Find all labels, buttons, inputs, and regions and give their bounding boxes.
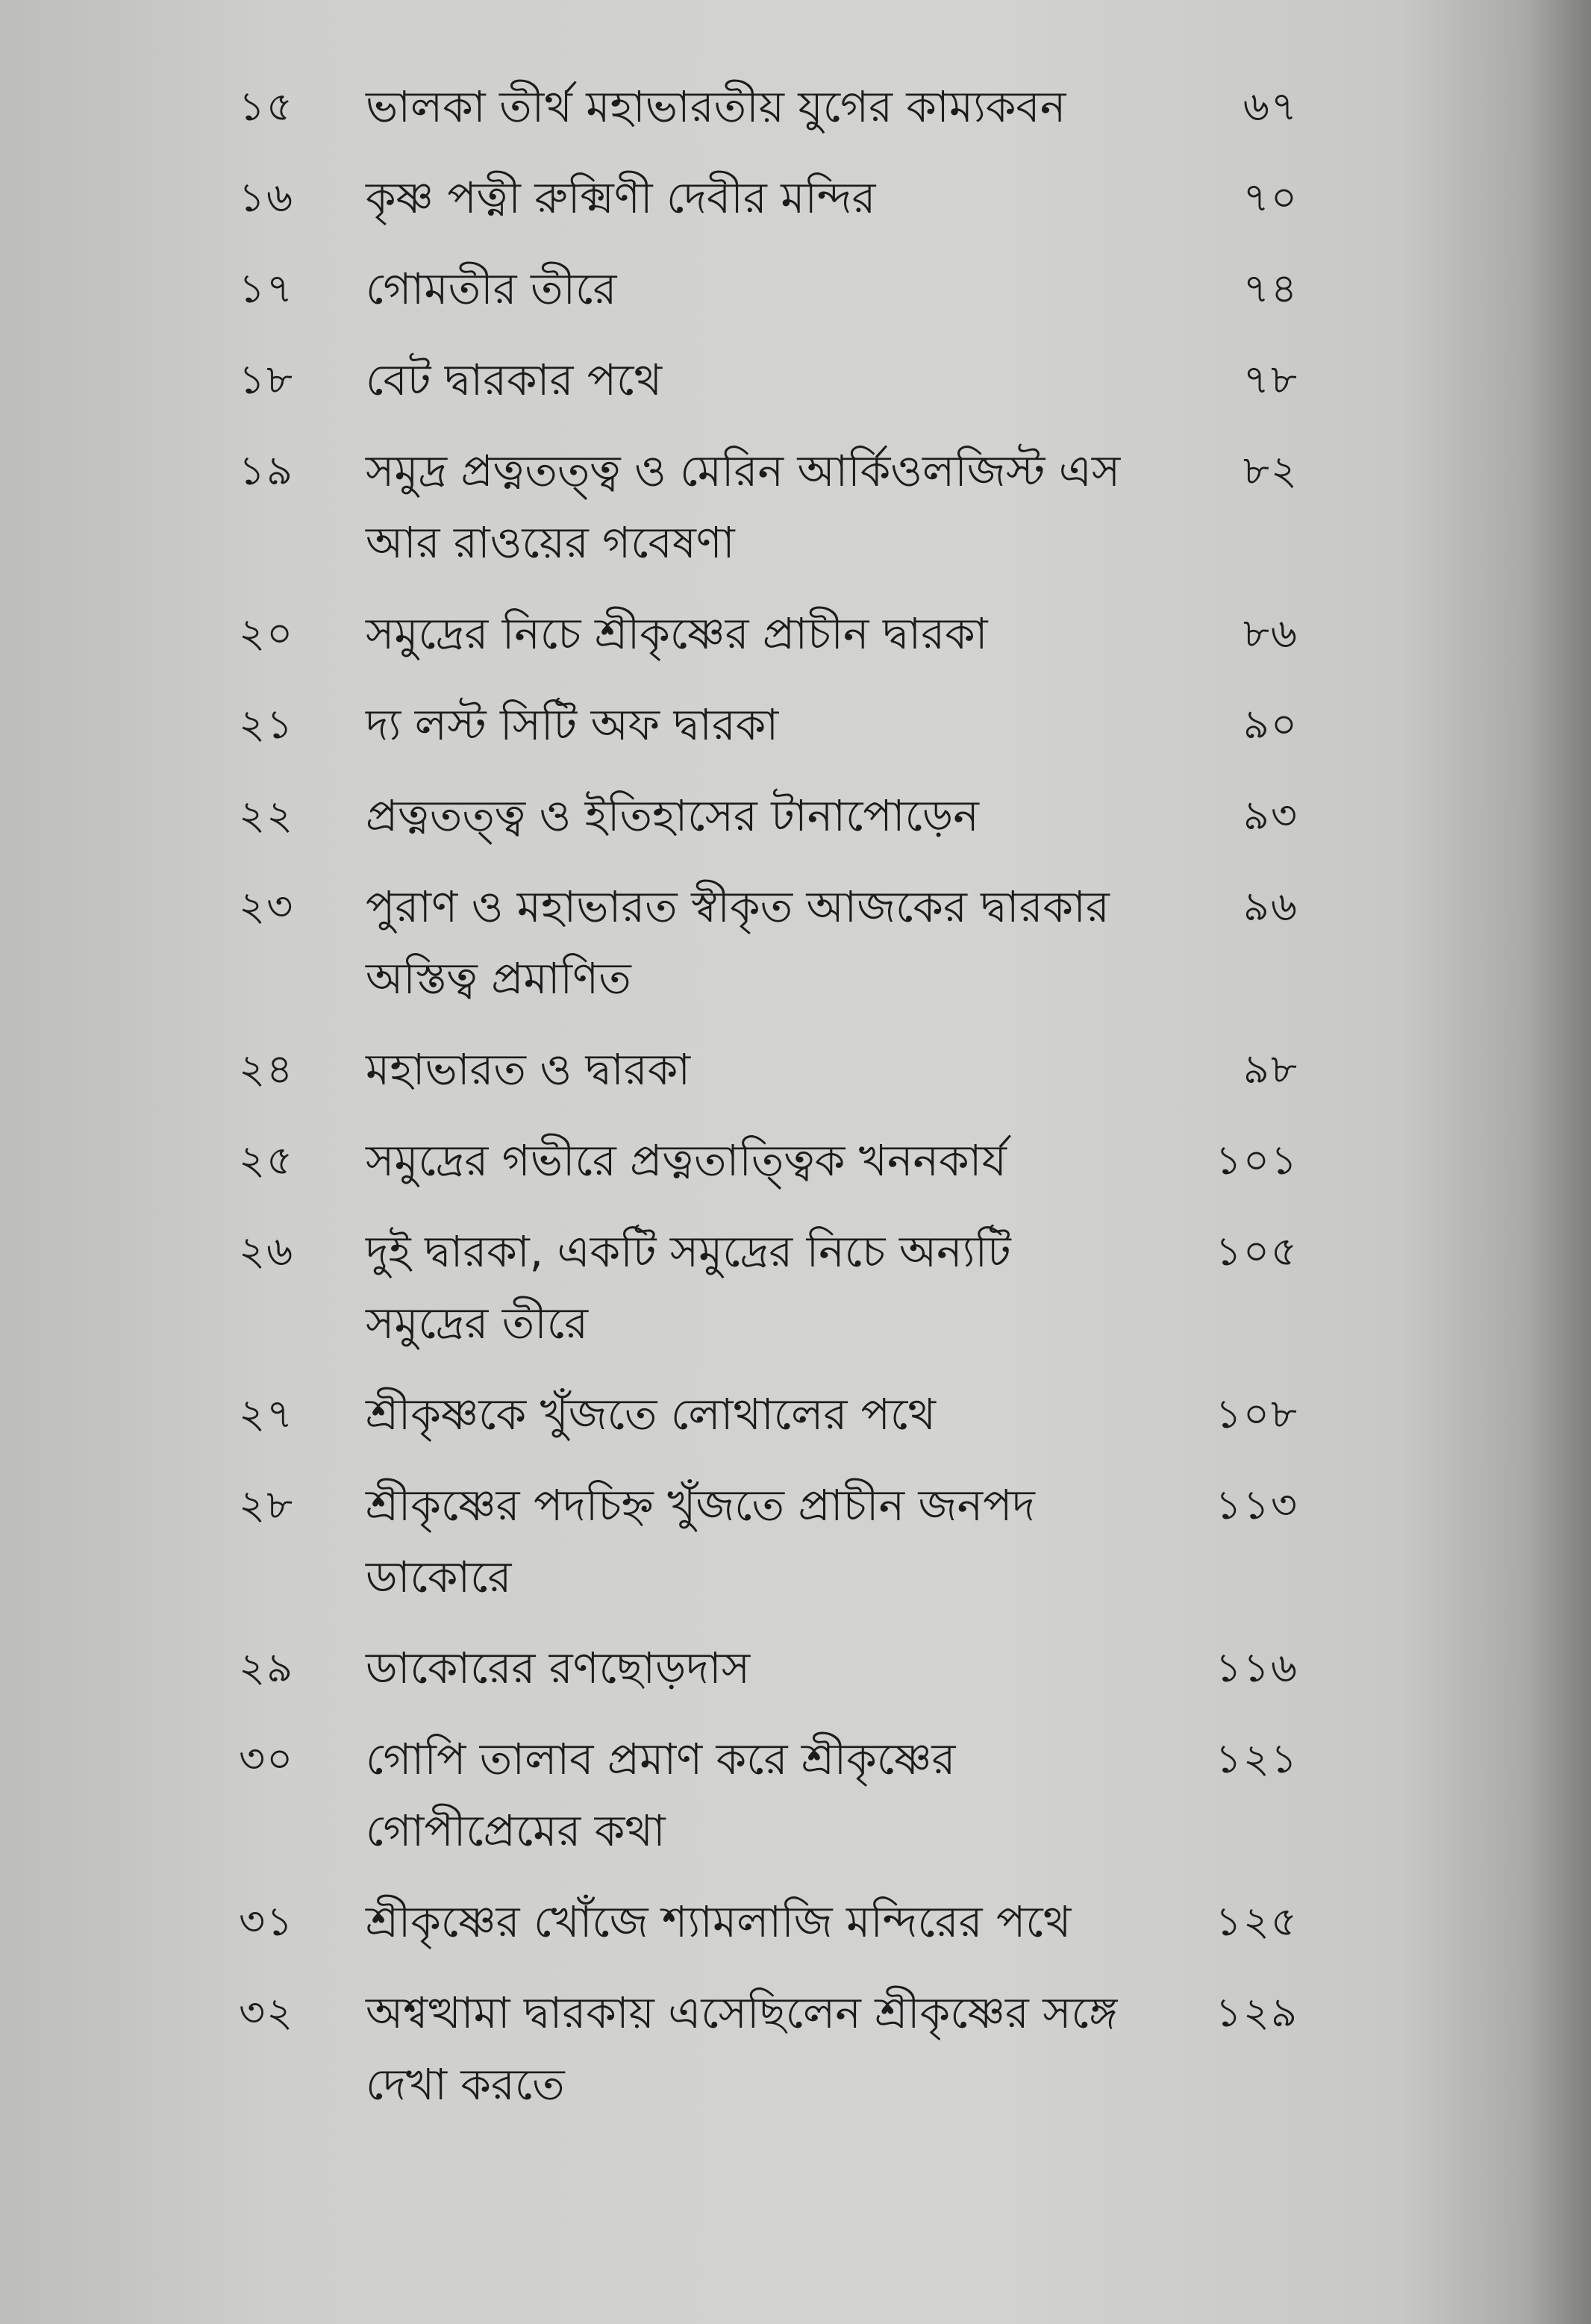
chapter-title: প্রত্নতত্ত্ব ও ইতিহাসের টানাপোড়েন — [366, 790, 979, 841]
toc-entry — [239, 71, 1298, 143]
page-number: ৮২ — [1243, 447, 1298, 494]
chapter-number: ২০ — [239, 610, 295, 657]
page-number: ৭০ — [1243, 174, 1298, 221]
chapter-title: মহাভারত ও দ্বারকা — [366, 1044, 691, 1095]
chapter-title: শ্রীকৃষ্ণের পদচিহ্ন খুঁজতে প্রাচীন জনপদ ডাকোরে — [366, 1480, 1035, 1602]
chapter-title: সমুদ্র প্রত্নতত্ত্ব ও মেরিন আর্কিওলজিস্ট এস আর রাওয়ের গবেষণা — [366, 446, 1121, 568]
toc-entry — [239, 162, 1298, 234]
page-number: ১২৯ — [1215, 1989, 1298, 2036]
toc-entry — [239, 689, 1298, 760]
chapter-title: দ্য লস্ট সিটি অফ দ্বারকা — [366, 699, 779, 750]
chapter-title: ডাকোরের রণছোড়দাস — [366, 1643, 751, 1693]
chapter-number: ২৩ — [239, 883, 295, 930]
toc-entry — [239, 1886, 1298, 1958]
page-number: ১২১ — [1215, 1735, 1298, 1782]
chapter-number: ২৯ — [239, 1644, 295, 1691]
table-of-contents — [239, 71, 1298, 2140]
chapter-number: ১৯ — [239, 447, 295, 494]
chapter-number: ১৬ — [239, 174, 295, 221]
chapter-title: সমুদ্রের নিচে শ্রীকৃষ্ণের প্রাচীন দ্বারকা — [366, 608, 988, 659]
chapter-title: ভালকা তীর্থ মহাভারতীয় যুগের কাম্যকবন — [366, 81, 1066, 132]
page-number: ৯৩ — [1243, 792, 1298, 839]
toc-entry — [239, 1378, 1298, 1450]
toc-entry — [239, 344, 1298, 416]
toc-entry — [239, 1632, 1298, 1704]
page-number: ১০৮ — [1215, 1390, 1298, 1437]
chapter-number: ২৭ — [239, 1390, 295, 1437]
toc-entry — [239, 1469, 1298, 1613]
chapter-number: ১৫ — [239, 83, 295, 130]
page-number: ১০৫ — [1215, 1228, 1298, 1275]
toc-entry — [239, 871, 1298, 1014]
chapter-title: শ্রীকৃষ্ণকে খুঁজতে লোথালের পথে — [366, 1389, 936, 1440]
chapter-number: ২৬ — [239, 1228, 295, 1275]
chapter-number: ২৮ — [239, 1481, 295, 1528]
chapter-number: ২৪ — [239, 1046, 295, 1093]
chapter-title: দুই দ্বারকা, একটি সমুদ্রের নিচে অন্যটি সমুদ্রের তীরে — [366, 1226, 1011, 1349]
chapter-title: কৃষ্ণ পত্নী রুক্মিণী দেবীর মন্দির — [366, 172, 876, 223]
page-number: ৯৮ — [1243, 1046, 1298, 1093]
chapter-title: শ্রীকৃষ্ণের খোঁজে শ্যামলাজি মন্দিরের পথে — [366, 1896, 1072, 1947]
chapter-number: ১৭ — [239, 265, 295, 312]
toc-entry — [239, 253, 1298, 325]
page-number: ৮৬ — [1243, 610, 1298, 657]
toc-entry — [239, 435, 1298, 578]
toc-entry — [239, 1216, 1298, 1359]
toc-entry — [239, 1125, 1298, 1196]
chapter-number: ১৮ — [239, 356, 295, 403]
page-number: ১০১ — [1215, 1137, 1298, 1184]
chapter-title: অশ্বত্থামা দ্বারকায় এসেছিলেন শ্রীকৃষ্ণের সঙ্গে দেখা করতে — [366, 1987, 1118, 2110]
toc-entry — [239, 1977, 1298, 2120]
chapter-number: ৩১ — [239, 1898, 295, 1945]
chapter-title: গোপি তালাব প্রমাণ করে শ্রীকৃষ্ণের গোপীপ্রেমের কথা — [366, 1734, 956, 1856]
chapter-title: গোমতীর তীরে — [366, 263, 617, 314]
chapter-title: পুরাণ ও মহাভারত স্বীকৃত আজকের দ্বারকার অস্তিত্ব প্রমাণিত — [366, 881, 1110, 1004]
chapter-title: বেট দ্বারকার পথে — [366, 354, 663, 405]
page-number: ৯০ — [1243, 701, 1298, 748]
chapter-number: ৩২ — [239, 1989, 295, 2036]
chapter-number: ২১ — [239, 701, 295, 748]
toc-entry — [239, 598, 1298, 669]
page-number: ১১৩ — [1215, 1481, 1298, 1528]
page-gutter-shadow — [1524, 0, 1591, 2324]
page-number: ৬৭ — [1243, 83, 1298, 130]
chapter-title: সমুদ্রের গভীরে প্রত্নতাত্ত্বিক খননকার্য — [366, 1135, 1007, 1186]
page-number: ১২৫ — [1215, 1898, 1298, 1945]
page-number: ৭৪ — [1243, 265, 1298, 312]
page-number: ৭৮ — [1243, 356, 1298, 403]
toc-entry — [239, 1034, 1298, 1105]
chapter-number: ২২ — [239, 792, 295, 839]
toc-entry — [239, 1723, 1298, 1867]
chapter-number: ২৫ — [239, 1137, 295, 1184]
chapter-number: ৩০ — [239, 1735, 295, 1782]
page-number: ৯৬ — [1243, 883, 1298, 930]
toc-entry — [239, 780, 1298, 852]
page-number: ১১৬ — [1215, 1644, 1298, 1691]
